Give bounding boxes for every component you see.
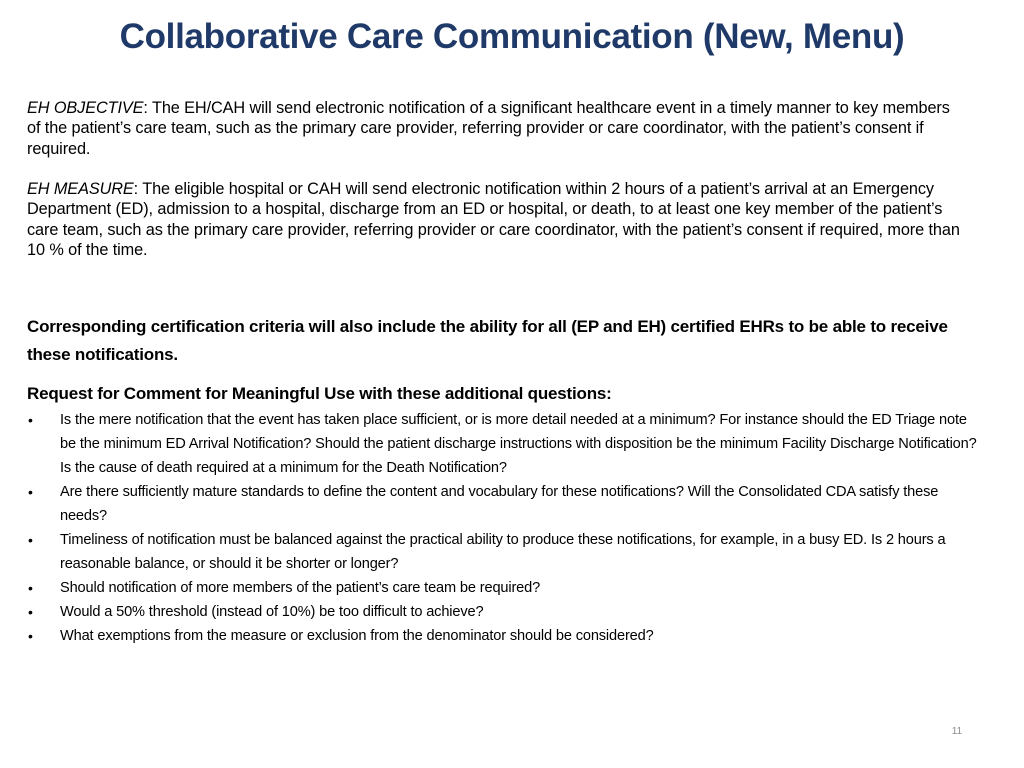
bullet-icon: • bbox=[28, 580, 33, 596]
question-item bbox=[27, 408, 977, 480]
eh-measure-text: : The eligible hospital or CAH will send electronic notification within 2 hours of a patient’s arrival at an Emergency Department (ED), admission to a hospital, discharge from an ED or hospital, or death, to at least one key member of the patient’s care team, such as the primary care provider, referring provider or care coordinator, with the patient’s consent if required, more than 10 % of the time. bbox=[27, 180, 960, 259]
question-item bbox=[27, 576, 977, 600]
question-item bbox=[27, 480, 977, 528]
question-text: What exemptions from the measure or exclusion from the denominator should be considered? bbox=[60, 628, 654, 644]
question-text: Is the mere notification that the event has taken place sufficient, or is more detail needed at a minimum? For instance should the ED Triage note be the minimum ED Arrival Notification? Should the patient discharge instructions with disposition be the minimum Facility Discharge Notification? Is the cause of death required at a minimum for the Death Notification? bbox=[60, 412, 977, 476]
question-item bbox=[27, 600, 977, 624]
bullet-icon: • bbox=[28, 412, 33, 428]
bullet-icon: • bbox=[28, 484, 33, 500]
eh-objective-label: EH OBJECTIVE bbox=[27, 99, 144, 117]
bullet-icon: • bbox=[28, 532, 33, 548]
question-text: Should notification of more members of the patient’s care team be required? bbox=[60, 580, 541, 596]
question-item bbox=[27, 528, 977, 576]
eh-measure-paragraph bbox=[27, 179, 967, 260]
eh-objective-text: : The EH/CAH will send electronic notification of a significant healthcare event in a timely manner to key members of the patient’s care team, such as the primary care provider, referring provider or care coordinator, with the patient’s consent if required. bbox=[27, 99, 950, 158]
eh-objective-paragraph bbox=[27, 98, 967, 159]
question-item bbox=[27, 624, 977, 648]
bullet-icon: • bbox=[28, 628, 33, 644]
rfc-heading: Request for Comment for Meaningful Use with these additional questions: bbox=[27, 384, 612, 403]
question-text: Would a 50% threshold (instead of 10%) be too difficult to achieve? bbox=[60, 604, 484, 620]
page-number: 11 bbox=[951, 726, 963, 737]
question-text: Timeliness of notification must be balanced against the practical ability to produce these notifications, for example, in a busy ED. Is 2 hours a reasonable balance, or should it be shorter or longer? bbox=[60, 532, 946, 572]
question-list bbox=[27, 408, 977, 648]
question-text: Are there sufficiently mature standards to define the content and vocabulary for these notifications? Will the Consolidated CDA satisfy these needs? bbox=[60, 484, 939, 524]
certification-note: Corresponding certification criteria will also include the ability for all (EP and EH) certified EHRs to be able to receive these notifications. bbox=[27, 317, 948, 364]
slide-title: Collaborative Care Communication (New, Menu) bbox=[119, 17, 905, 56]
bullet-icon: • bbox=[28, 604, 33, 620]
eh-measure-label: EH MEASURE bbox=[27, 180, 134, 198]
